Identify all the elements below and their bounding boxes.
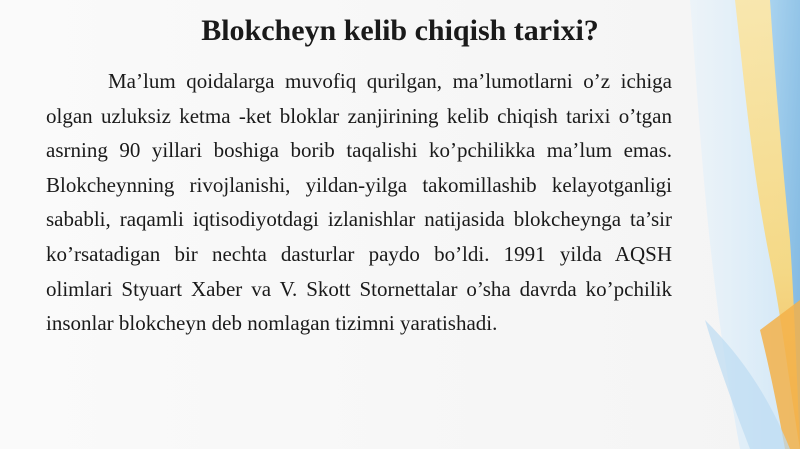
orange-wave-shape (760, 300, 800, 449)
light-blue-wave-shape (690, 0, 800, 449)
blue-wave-shape (770, 0, 800, 449)
slide-paragraph: Ma’lum qoidalarga muvofiq qurilgan, ma’lumotlarni o’z ichiga olgan uzluksiz ketma -ket bloklar zanjirining kelib chiqish tarixi o’tgan asrning 90 yillari boshiga borib taqalishi ko’pchilikka ma’lum emas. Blokcheynning rivojlanishi, yildan-yilga takomillashib kelayotganligi sababli, raqamli iqtisodiyotdagi izlanishlar natijasida blokcheynga ta’sir ko’rsatadigan bir nechta dasturlar paydo bo’ldi. 1991 yilda AQSH olimlari Styuart Xaber va V. Skott Stornettalar o’sha davrda ko’pchilik insonlar blokcheyn deb nomlagan tizimni yaratishadi. (46, 69, 672, 336)
yellow-wave-shape (735, 0, 800, 449)
lower-blue-wave-shape (705, 320, 790, 449)
slide-title: Blokcheyn kelib chiqish tarixi? (201, 14, 599, 47)
